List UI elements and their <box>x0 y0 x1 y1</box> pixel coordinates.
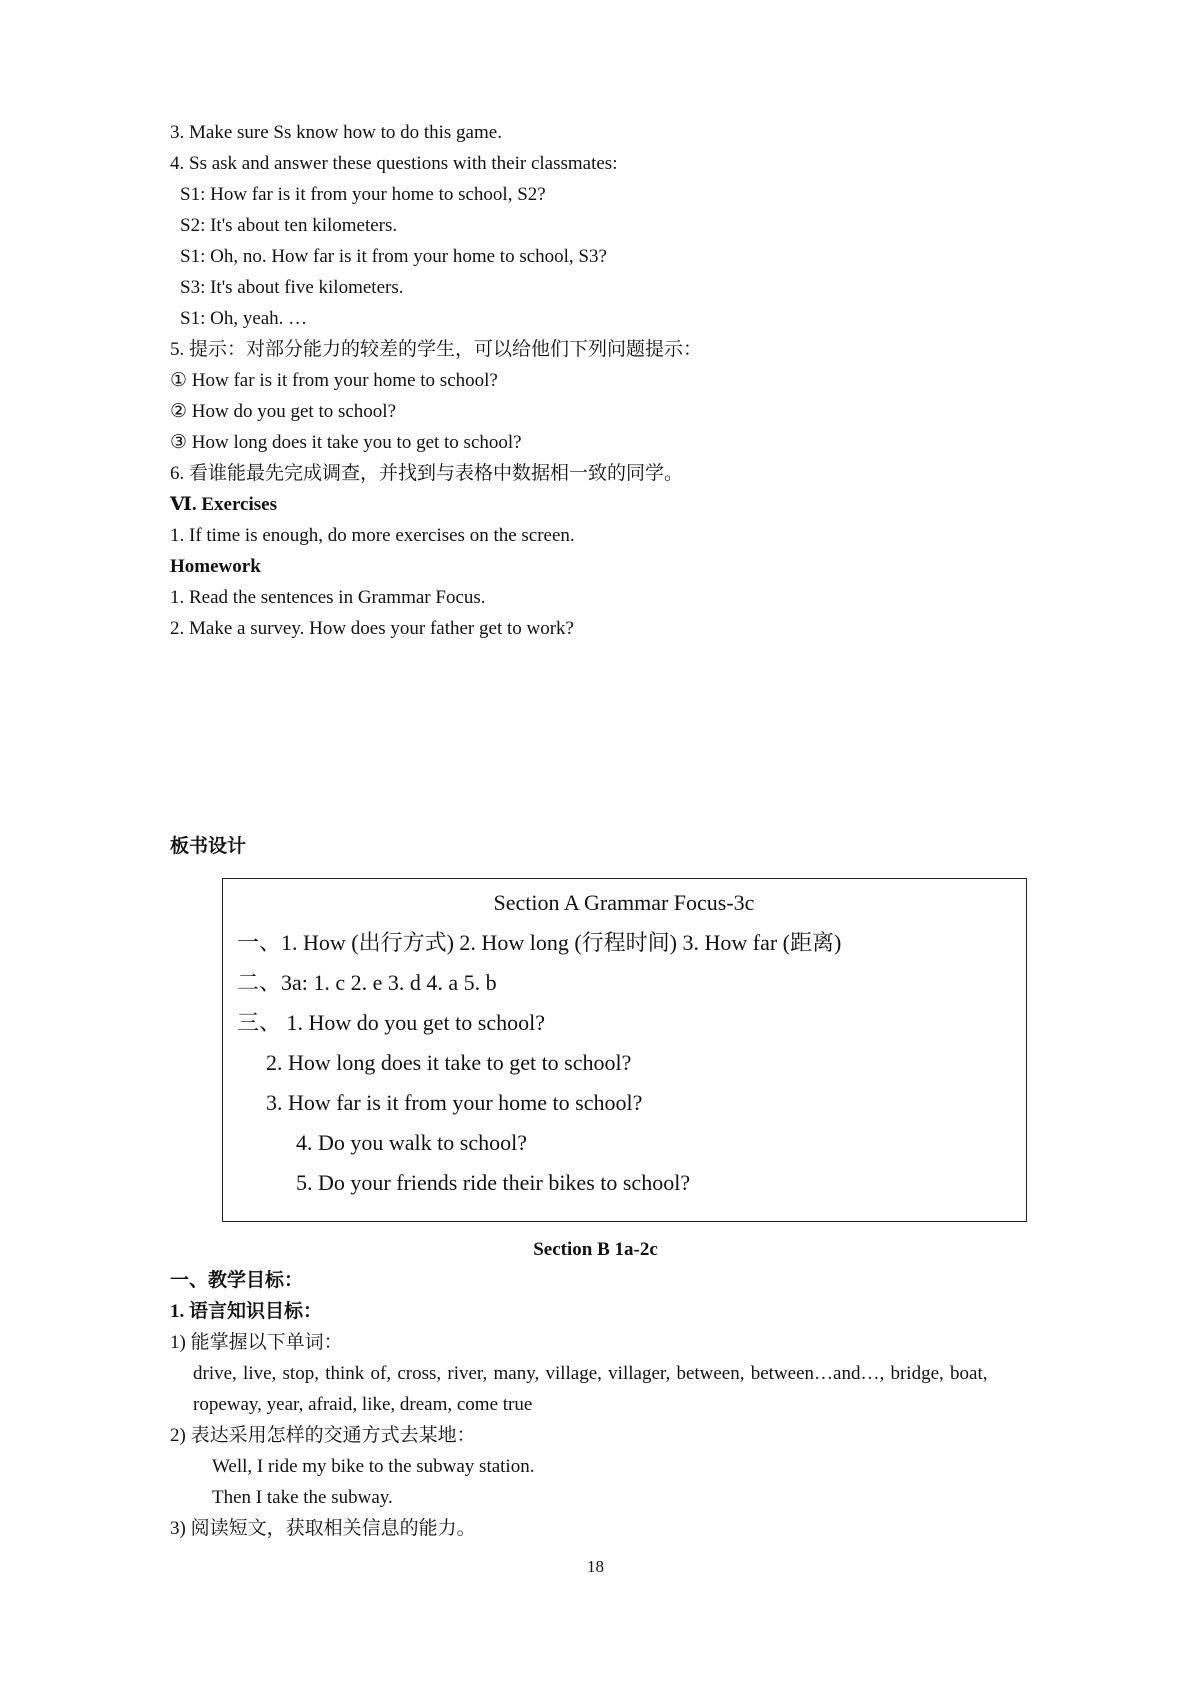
text-line: 5. 提示：对部分能力的较差的学生，可以给他们下列问题提示： <box>170 339 703 360</box>
page-number: 18 <box>587 1557 604 1576</box>
vocabulary-line: ropeway, year, afraid, like, dream, come true <box>193 1394 533 1415</box>
vocabulary-line: drive, live, stop, think of, cross, river, many, village, villager, between, between…and…, bridge, boat, <box>193 1363 988 1384</box>
text-line: 3) 阅读短文，获取相关信息的能力。 <box>170 1518 476 1539</box>
section-b-title: Section B 1a-2c <box>533 1239 658 1260</box>
text-line: 1) 能掌握以下单词： <box>170 1332 343 1353</box>
dialogue-line: S2: It's about ten kilometers. <box>180 215 398 236</box>
text-line: 1. If time is enough, do more exercises on the screen. <box>170 525 575 546</box>
goals-heading: 一、教学目标： <box>170 1270 304 1291</box>
example-sentence: Then I take the subway. <box>212 1487 393 1508</box>
exercises-heading: Ⅵ. Exercises <box>170 494 277 515</box>
board-row: 4. Do you walk to school? <box>296 1130 527 1155</box>
board-row: 3. How far is it from your home to school? <box>266 1090 643 1115</box>
text-line: ③ How long does it take you to get to school? <box>170 432 522 453</box>
text-line: 1. Read the sentences in Grammar Focus. <box>170 587 486 608</box>
text-line: 3. Make sure Ss know how to do this game. <box>170 122 502 143</box>
text-line: 6. 看谁能最先完成调查，并找到与表格中数据相一致的同学。 <box>170 463 684 484</box>
language-goals-heading: 1. 语言知识目标： <box>170 1301 323 1322</box>
dialogue-line: S1: Oh, yeah. … <box>180 308 308 329</box>
example-sentence: Well, I ride my bike to the subway station. <box>212 1456 535 1477</box>
text-line: 2. Make a survey. How does your father get to work? <box>170 618 574 639</box>
board-design-heading: 板书设计 <box>170 836 247 857</box>
board-row: 5. Do your friends ride their bikes to school? <box>296 1170 691 1195</box>
text-line: ② How do you get to school? <box>170 401 397 422</box>
text-line: 2) 表达采用怎样的交通方式去某地： <box>170 1425 476 1446</box>
blackboard-box <box>222 878 1027 1222</box>
board-row: 三、 1. How do you get to school? <box>237 1010 545 1035</box>
text-line: ① How far is it from your home to school? <box>170 370 498 391</box>
board-row: 一、1. How (出行方式) 2. How long (行程时间) 3. How far (距离) <box>237 930 842 955</box>
board-title: Section A Grammar Focus-3c <box>493 890 755 915</box>
dialogue-line: S1: Oh, no. How far is it from your home to school, S3? <box>180 246 607 267</box>
dialogue-line: S1: How far is it from your home to school, S2? <box>180 184 546 205</box>
board-row: 2. How long does it take to get to school? <box>266 1050 632 1075</box>
dialogue-line: S3: It's about five kilometers. <box>180 277 404 298</box>
board-row: 二、3a: 1. c 2. e 3. d 4. a 5. b <box>237 970 497 995</box>
homework-heading: Homework <box>170 556 261 577</box>
text-line: 4. Ss ask and answer these questions with their classmates: <box>170 153 618 174</box>
